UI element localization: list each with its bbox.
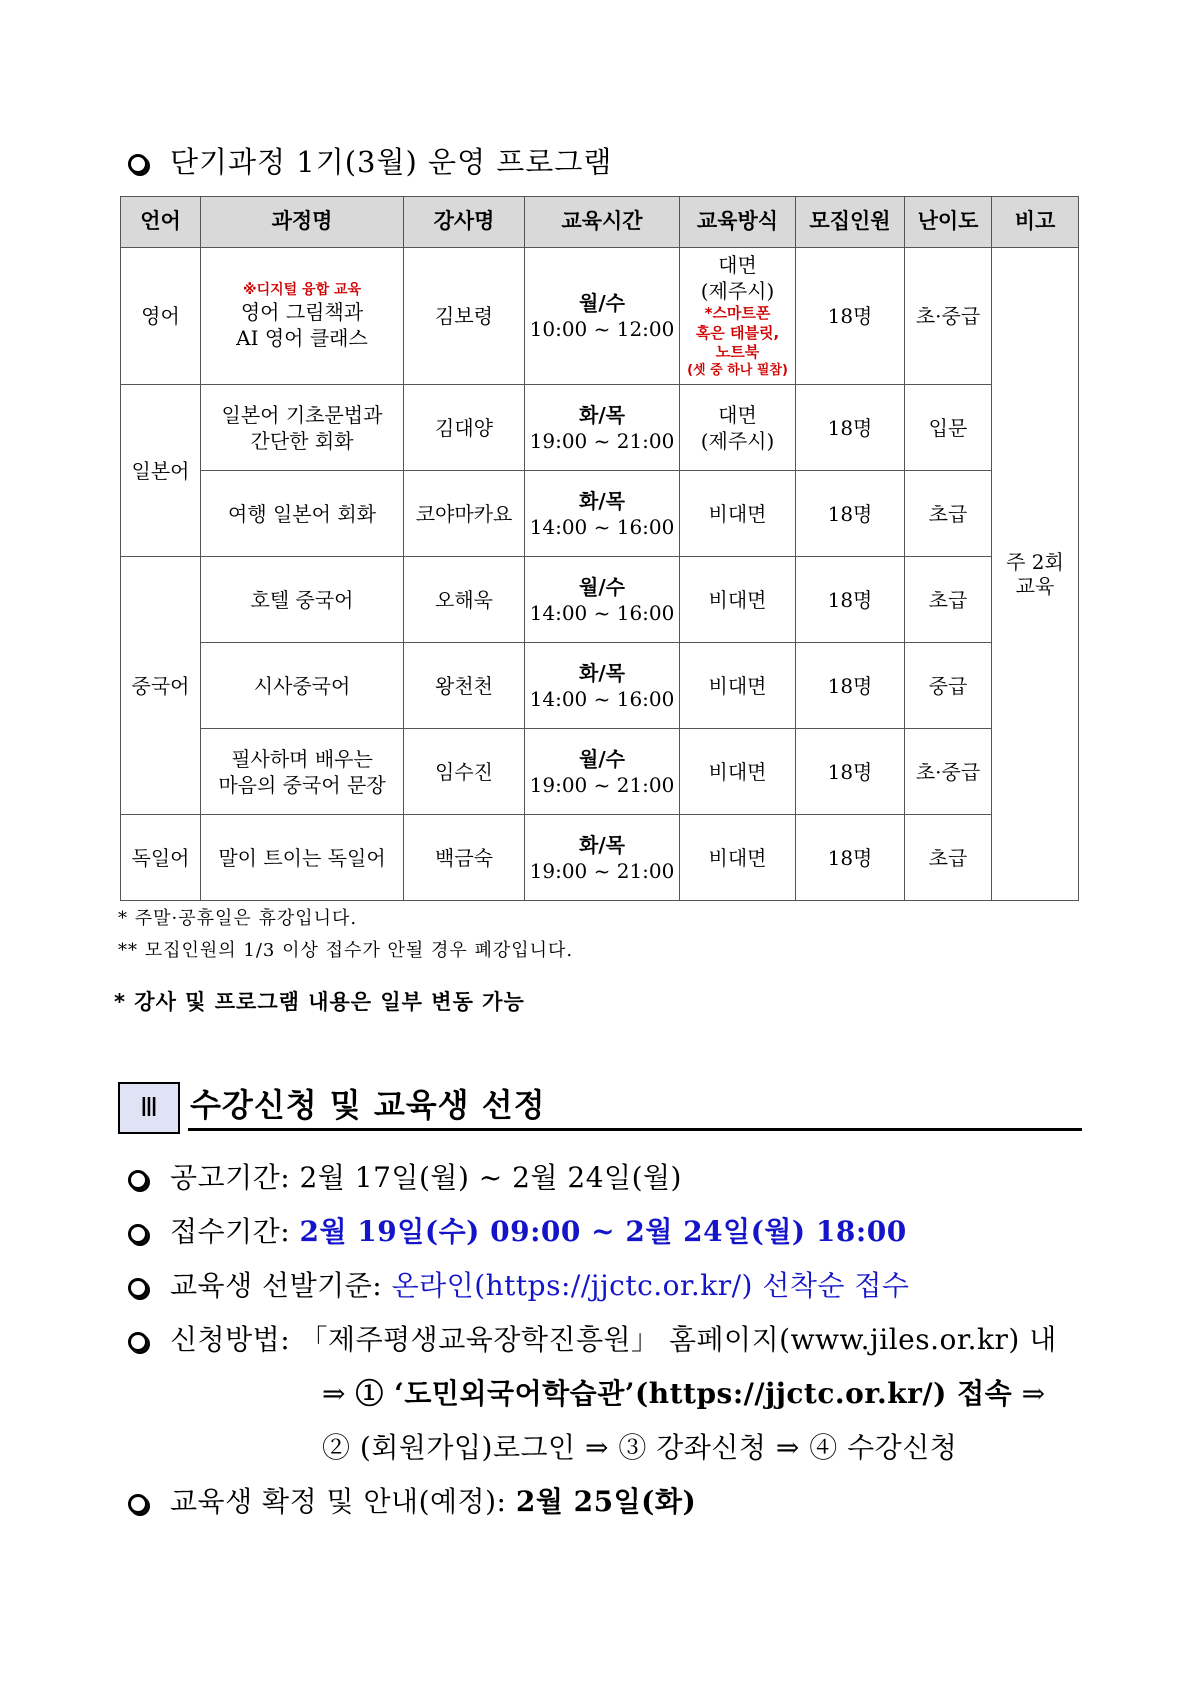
language-cell: 독일어 — [121, 815, 201, 901]
notice-value: 2월 17일(월) ~ 2월 24일(월) — [299, 1161, 682, 1194]
course-tag: ※디지털 융합 교육 — [242, 281, 362, 298]
course-cell: 시사중국어 — [201, 643, 404, 729]
header-remark: 비고 — [992, 197, 1079, 248]
method-line2: (제주시) — [700, 279, 775, 304]
header-capacity: 모집인원 — [796, 197, 905, 248]
circle-bullet-icon — [128, 1224, 148, 1244]
method-cell: 비대면 — [680, 815, 796, 901]
header-course: 과정명 — [201, 197, 404, 248]
method-line2: (제주시) — [700, 428, 775, 453]
instructor-cell: 김대양 — [404, 385, 525, 471]
capacity-cell: 18명 — [796, 729, 905, 815]
program-table — [120, 196, 1079, 901]
level-cell: 중급 — [905, 643, 992, 729]
method-note3: 노트북 — [715, 343, 760, 362]
table-row — [121, 643, 1079, 729]
time-cell — [525, 248, 680, 385]
capacity-cell: 18명 — [796, 557, 905, 643]
time-days: 월/수 — [579, 291, 625, 315]
time-days: 화/목 — [579, 832, 625, 857]
instructor-cell: 오해욱 — [404, 557, 525, 643]
section-number-box: Ⅲ — [118, 1082, 180, 1134]
table-row — [121, 557, 1079, 643]
capacity-cell: 18명 — [796, 815, 905, 901]
level-cell: 초·중급 — [905, 729, 992, 815]
remark-text: 주 2회 교육 — [1006, 549, 1064, 598]
step1-arrow: ⇒ — [322, 1377, 356, 1410]
method-note1: *스마트폰 — [704, 304, 771, 323]
method-cell — [680, 248, 796, 385]
table-row — [121, 729, 1079, 815]
remark-cell — [992, 248, 1079, 901]
course-cell — [201, 385, 404, 471]
time-hours: 19:00 ~ 21:00 — [529, 428, 675, 453]
time-hours: 14:00 ~ 16:00 — [529, 600, 675, 625]
time-cell — [525, 815, 680, 901]
time-cell — [525, 557, 680, 643]
table-row — [121, 471, 1079, 557]
method-note2: 혹은 태블릿, — [695, 323, 780, 342]
level-cell: 초급 — [905, 471, 992, 557]
instructor-cell: 김보령 — [404, 248, 525, 385]
capacity-cell: 18명 — [796, 471, 905, 557]
method-cell: 비대면 — [680, 729, 796, 815]
time-days: 월/수 — [579, 746, 625, 771]
time-cell — [525, 471, 680, 557]
instructor-cell: 왕천천 — [404, 643, 525, 729]
confirmation — [128, 1480, 696, 1520]
course-line1: 영어 그림책과 — [240, 300, 364, 325]
notice-label: 공고기간: — [170, 1161, 300, 1194]
application-method — [128, 1318, 1057, 1358]
course-line2: AI 영어 클래스 — [236, 326, 368, 351]
application-step2: ② (회원가입)로그인 ⇒ ③ 강좌신청 ⇒ ④ 수강신청 — [322, 1431, 958, 1464]
method-line1: 대면 — [718, 402, 757, 427]
time-cell — [525, 643, 680, 729]
level-cell: 입문 — [905, 385, 992, 471]
method-line1: 대면 — [718, 253, 757, 278]
header-instructor: 강사명 — [404, 197, 525, 248]
circle-bullet-icon — [128, 1332, 148, 1352]
time-hours: 19:00 ~ 21:00 — [529, 772, 675, 797]
course-line1: 일본어 기초문법과 — [221, 402, 383, 427]
instructor-cell: 임수진 — [404, 729, 525, 815]
table-header-row — [121, 197, 1079, 248]
method-cell: 비대면 — [680, 471, 796, 557]
selection-criteria — [128, 1264, 909, 1304]
instructor-cell: 백금숙 — [404, 815, 525, 901]
course-line2: 마음의 중국어 문장 — [218, 772, 386, 797]
header-level: 난이도 — [905, 197, 992, 248]
method-cell: 비대면 — [680, 557, 796, 643]
program-heading — [128, 140, 612, 181]
note-holiday: * 주말·공휴일은 휴강입니다. — [118, 908, 358, 929]
confirm-value: 2월 25일(화) — [515, 1485, 697, 1518]
course-cell: 호텔 중국어 — [201, 557, 404, 643]
time-cell — [525, 729, 680, 815]
course-cell — [201, 248, 404, 385]
note-changes: * 강사 및 프로그램 내용은 일부 변동 가능 — [114, 990, 525, 1014]
course-cell: 말이 트이는 독일어 — [201, 815, 404, 901]
level-cell: 초·중급 — [905, 248, 992, 385]
header-method: 교육방식 — [680, 197, 796, 248]
capacity-cell: 18명 — [796, 248, 905, 385]
capacity-cell: 18명 — [796, 643, 905, 729]
application-step1 — [322, 1372, 1046, 1412]
course-cell: 여행 일본어 회화 — [201, 471, 404, 557]
time-cell — [525, 385, 680, 471]
step1-tail: ⇒ — [1012, 1377, 1046, 1410]
circle-bullet-icon — [128, 1278, 148, 1298]
program-heading-text: 단기과정 1기(3월) 운영 프로그램 — [170, 145, 613, 179]
language-cell: 일본어 — [121, 385, 201, 557]
method-cell: 비대면 — [680, 643, 796, 729]
time-hours: 14:00 ~ 16:00 — [529, 514, 675, 539]
method-label: 신청방법: — [170, 1323, 300, 1356]
method-note4: (셋 중 하나 필참) — [687, 362, 788, 378]
language-cell: 중국어 — [121, 557, 201, 815]
notice-period — [128, 1156, 682, 1196]
level-cell: 초급 — [905, 557, 992, 643]
table-row — [121, 815, 1079, 901]
time-days: 월/수 — [579, 574, 625, 599]
time-days: 화/목 — [579, 488, 625, 513]
header-time: 교육시간 — [525, 197, 680, 248]
time-hours: 19:00 ~ 21:00 — [529, 858, 675, 883]
course-line2: 간단한 회화 — [250, 428, 354, 453]
table-row — [121, 385, 1079, 471]
method-value: 「제주평생교육장학진흥원」 홈페이지(www.jiles.or.kr) 내 — [299, 1323, 1057, 1356]
language-cell: 영어 — [121, 248, 201, 385]
step1-text: ① ‘도민외국어학습관’(https://jjctc.or.kr/) 접속 — [355, 1377, 1013, 1410]
instructor-cell: 코야마카요 — [404, 471, 525, 557]
course-cell — [201, 729, 404, 815]
receipt-period — [128, 1210, 907, 1250]
circle-bullet-icon — [128, 1170, 148, 1190]
table-row — [121, 248, 1079, 385]
time-days: 화/목 — [579, 402, 625, 427]
method-cell — [680, 385, 796, 471]
time-hours: 10:00 ~ 12:00 — [529, 317, 675, 341]
section-underline — [188, 1128, 1082, 1131]
confirm-label: 교육생 확정 및 안내(예정): — [170, 1485, 516, 1518]
level-cell: 초급 — [905, 815, 992, 901]
selection-label: 교육생 선발기준: — [170, 1269, 392, 1302]
selection-value: 온라인(https://jjctc.or.kr/) 선착순 접수 — [391, 1269, 910, 1302]
course-line1: 필사하며 배우는 — [231, 746, 373, 771]
time-hours: 14:00 ~ 16:00 — [529, 686, 675, 711]
circle-bullet-icon — [128, 1494, 148, 1514]
capacity-cell: 18명 — [796, 385, 905, 471]
time-days: 화/목 — [579, 660, 625, 685]
receipt-value: 2월 19일(수) 09:00 ~ 2월 24일(월) 18:00 — [299, 1215, 907, 1248]
receipt-label: 접수기간: — [170, 1215, 300, 1248]
section-title: 수강신청 및 교육생 선정 — [190, 1086, 546, 1124]
circle-bullet-icon — [128, 154, 148, 174]
note-cancellation: ** 모집인원의 1/3 이상 접수가 안될 경우 폐강입니다. — [118, 940, 574, 961]
header-language: 언어 — [121, 197, 201, 248]
